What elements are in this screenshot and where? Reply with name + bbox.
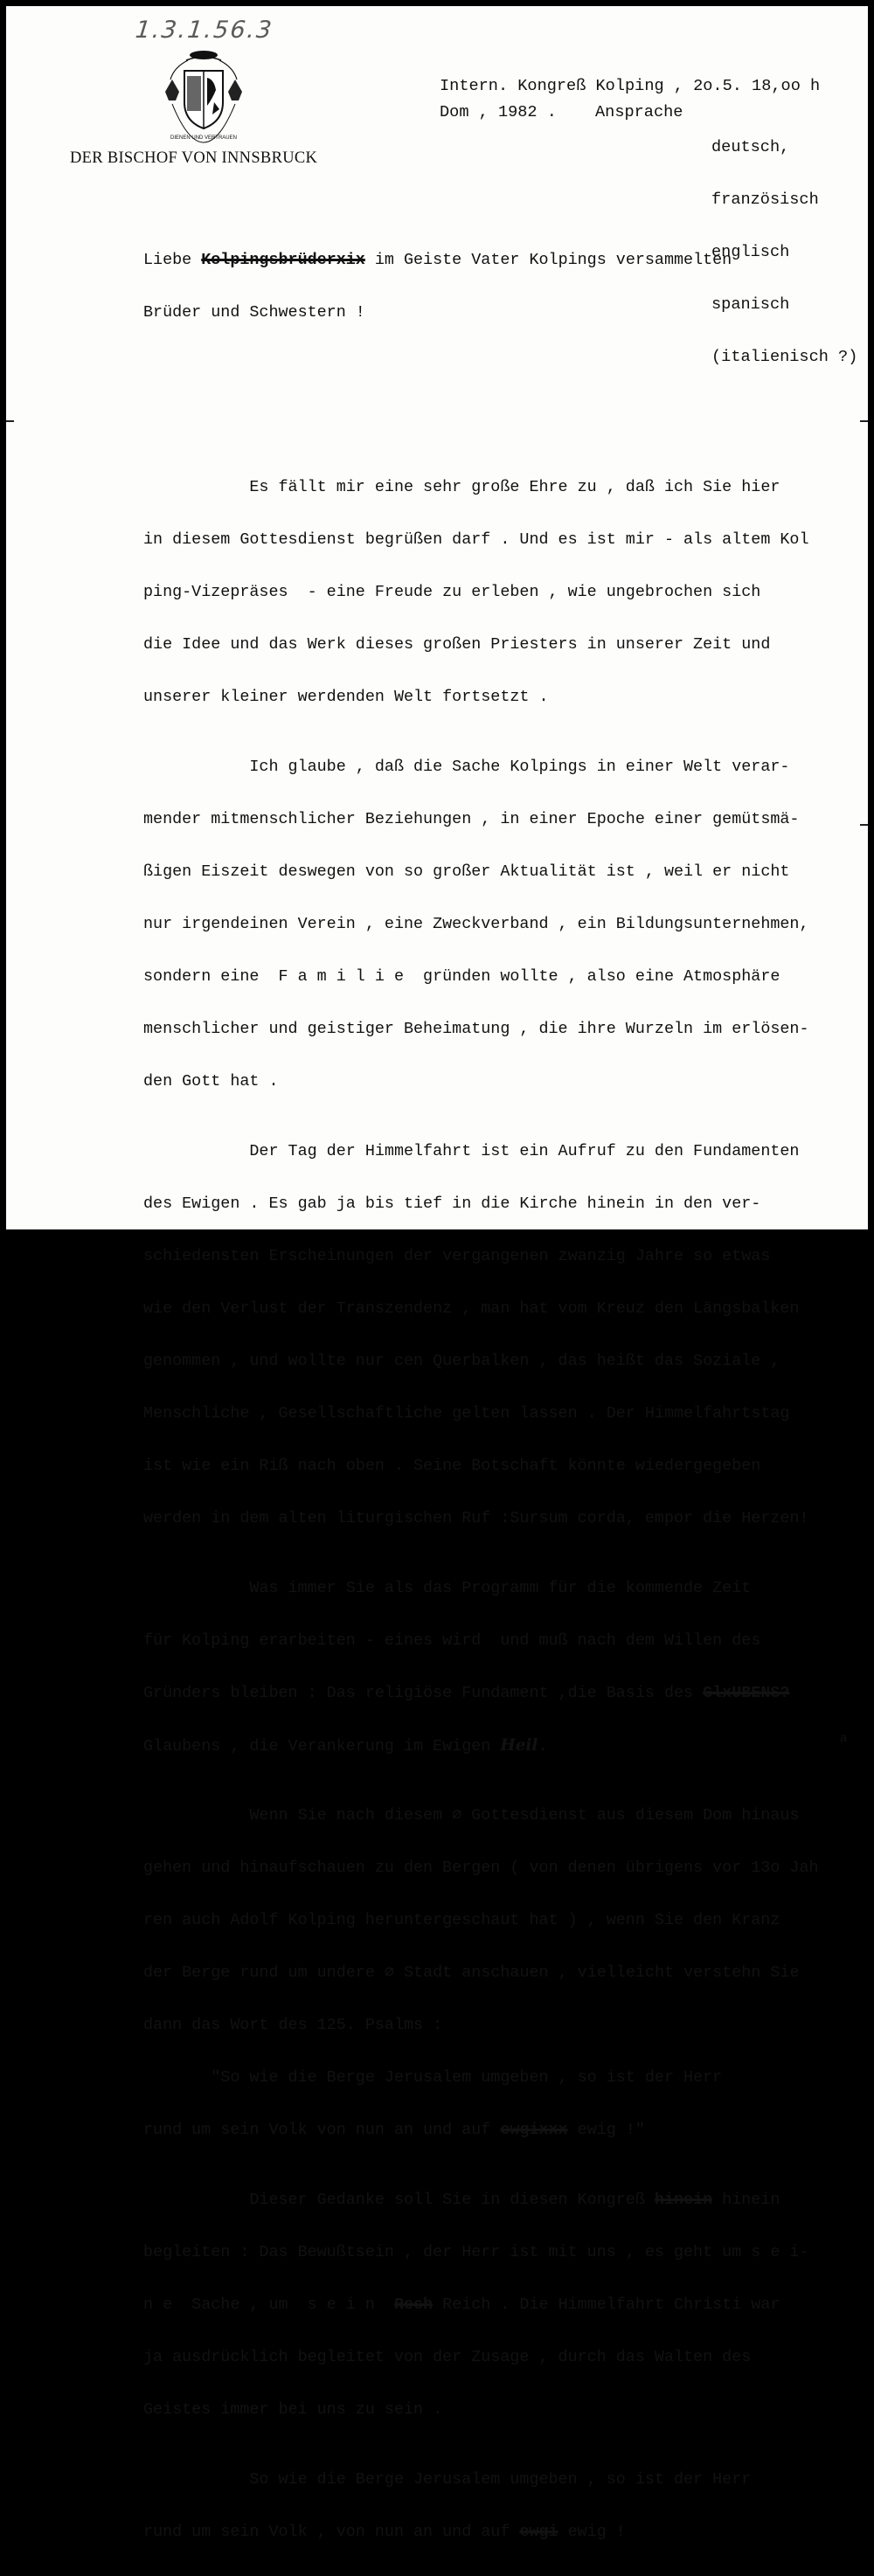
- text-line: ßigen Eiszeit deswegen von so großer Aktualität ist , weil er nicht: [143, 862, 790, 881]
- text-line: Menschliche , Gesellschaftliche gelten lassen . Der Himmelfahrtstag: [143, 1404, 790, 1423]
- event-line: Intern. Kongreß Kolping , 2o.5. 18,oo h: [440, 77, 821, 95]
- salutation-line: Brüder und Schwestern !: [143, 303, 365, 322]
- struck-text: hinein: [654, 2191, 713, 2209]
- text-line: rund um sein Volk von nun an und auf ewgixxx ewig !": [143, 2121, 645, 2139]
- text-line: werden in dem alten liturgischen Ruf :Sursum corda, empor die Herzen!: [143, 1509, 809, 1527]
- text-line: gehen und hinaufschauen zu den Bergen ( von denen übrigens vor 13o Jah: [143, 1859, 819, 1877]
- text-line: "So wie die Berge Jerusalem umgeben , so ist der Herr: [143, 2068, 723, 2087]
- text-line: nur irgendeinen Verein , eine Zweckverband , ein Bildungsunternehmen,: [143, 915, 809, 933]
- speech-body: [143, 217, 848, 2576]
- text-line: wie den Verlust der Transzendenz , man hat vom Kreuz den Längsbalken: [143, 1299, 800, 1318]
- text-line: unserer kleiner werdenden Welt fortsetzt .: [143, 688, 549, 706]
- place-year: Dom , 1982 .: [440, 103, 557, 121]
- text-line: mender mitmenschlicher Beziehungen , in einer Epoche einer gemütsmä-: [143, 810, 800, 828]
- text-line: ist wie ein Riß nach oben . Seine Botschaft könnte wiedergegeben: [143, 1457, 761, 1475]
- text-line: schiedensten Erscheinungen der vergangenen zwanzig Jahre so etwas: [143, 1247, 771, 1265]
- language: deutsch,: [711, 138, 790, 156]
- text-line: für Kolping erarbeiten - eines wird und muß nach dem Willen des: [143, 1631, 761, 1650]
- text-line: genommen , und wollte nur cen Querbalken , das heißt das Soziale ,: [143, 1352, 780, 1370]
- text-line: dann das Wort des 125. Psalms :: [143, 2016, 443, 2034]
- speech-label: Ansprache: [595, 103, 683, 121]
- text-line: sondern eine F a m i l i e gründen wollte , also eine Atmosphäre: [143, 967, 780, 986]
- fold-mark: [860, 420, 868, 422]
- text-line: Was immer Sie als das Programm für die kommende Zeit: [143, 1579, 752, 1597]
- text-line: So wie die Berge Jerusalem umgeben , so ist der Herr: [143, 2470, 752, 2489]
- text-line: ping-Vizepräses - eine Freude zu erleben , wie ungebrochen sich: [143, 583, 761, 601]
- letterhead-title: DER BISCHOF VON INNSBRUCK: [70, 149, 318, 167]
- text-line: n e Sache , um s e i n Rech Reich . Die Himmelfahrt Christi war: [143, 2296, 780, 2314]
- text-line: Ich glaube , daß die Sache Kolpings in einer Welt verar-: [143, 758, 790, 776]
- language: (italienisch ?): [711, 348, 858, 366]
- language: englisch: [711, 243, 790, 261]
- text-line: Der Tag der Himmelfahrt ist ein Aufruf zu den Fundamenten: [143, 1142, 800, 1160]
- text-line: rund um sein Volk , von nun an und auf ewgi ewig !: [143, 2523, 626, 2541]
- text-line: Glaubens , die Verankerung im Ewigen Heil. a: [143, 1732, 848, 1755]
- text-line: den Gott hat .: [143, 1072, 279, 1091]
- struck-text: Kolpingsbrüderxix: [201, 251, 365, 269]
- crest-motto: DIENEN UND VERTRAUEN: [170, 135, 237, 141]
- text-line: Es fällt mir eine sehr große Ehre zu , daß ich Sie hier: [143, 478, 780, 496]
- text-line: ja ausdrücklich begleitet von der Zusage , durch das Walten des: [143, 2348, 752, 2366]
- fold-mark: [860, 824, 868, 826]
- handwritten-insert: Heil: [500, 1736, 538, 1755]
- text-line: begleiten : Das Bewußtsein , der Herr ist mit uns , es geht um s e i-: [143, 2243, 809, 2261]
- fold-mark: [6, 420, 14, 422]
- text-line: die Idee und das Werk dieses großen Priesters in unserer Zeit und: [143, 635, 771, 654]
- text-line: Gründers bleiben : Das religiöse Fundament ,die Basis des GlxUBENS?: [143, 1684, 790, 1702]
- text-line: menschlicher und geistiger Beheimatung , die ihre Wurzeln im erlösen-: [143, 1020, 809, 1038]
- document-page: [6, 6, 868, 2541]
- text-line: in diesem Gottesdienst begrüßen darf . Und es ist mir - als altem Kol: [143, 530, 809, 549]
- text-line: ren auch Adolf Kolping heruntergeschaut hat ) , wenn Sie den Kranz: [143, 1911, 780, 1929]
- language: französisch: [711, 190, 819, 209]
- text-line: des Ewigen . Es gab ja bis tief in die Kirche hinein in den ver-: [143, 1195, 761, 1213]
- text-line: Dieser Gedanke soll Sie in diesen Kongreß hinein hinein: [143, 2191, 780, 2209]
- language: spanisch: [711, 295, 790, 314]
- text-line: Wenn Sie nach diesem ∅ Gottesdienst aus diesem Dom hinaus: [143, 1806, 800, 1825]
- salutation: Liebe Kolpingsbrüderxix im Geiste Vater Kolpings versammelten: [143, 251, 732, 269]
- struck-text: Rech: [393, 2296, 434, 2314]
- struck-text: ewgixxx: [500, 2121, 568, 2139]
- struck-text: ewgi: [519, 2523, 558, 2541]
- text-line: Geistes immer bei uns zu sein .: [143, 2400, 443, 2419]
- struck-text: GlxUBENS?: [703, 1684, 790, 1702]
- insert-mark: a: [840, 1732, 848, 1746]
- coat-of-arms-icon: [162, 48, 246, 149]
- text-line: der Berge rund um undere ∅ Stadt anschauen , vielleicht verstehn Sie: [143, 1963, 800, 1982]
- archive-number: 1.3.1.56.3: [134, 17, 275, 44]
